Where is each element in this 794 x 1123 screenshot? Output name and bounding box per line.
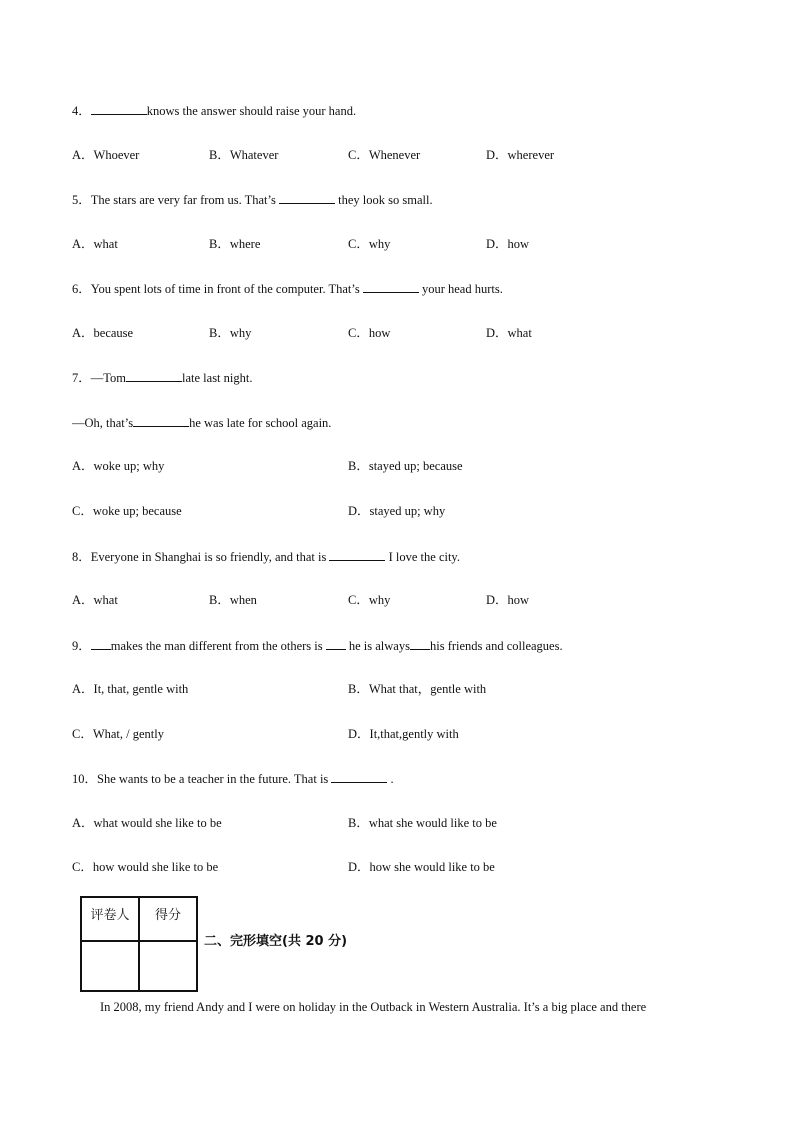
question-7-stem: 7．—Tom late last night. (72, 371, 253, 385)
answer-blank (133, 414, 189, 427)
option-d[interactable]: D．how (486, 593, 530, 607)
question-9-stem: 9． makes the man different from the others is he is always his friends and colleagues. (72, 639, 563, 653)
score-table (80, 896, 198, 992)
option-a[interactable]: A．what (72, 237, 118, 251)
option-d[interactable]: D．how she would like to be (348, 860, 495, 874)
question-7-reply: —Oh, that’s he was late for school again. (72, 416, 332, 430)
option-c[interactable]: C．woke up; because (72, 504, 182, 518)
question-6-stem: 6．You spent lots of time in front of the computer. That’s your head hurts. (72, 282, 503, 296)
option-b[interactable]: B．What that，gentle with (348, 682, 487, 696)
score-header: 得分 (139, 897, 197, 941)
option-b[interactable]: B．when (209, 593, 257, 607)
option-d[interactable]: D．what (486, 326, 532, 340)
question-10-stem: 10．She wants to be a teacher in the future. That is . (72, 772, 394, 786)
option-c[interactable]: C．why (348, 237, 391, 251)
option-a[interactable]: A．woke up; why (72, 459, 165, 473)
option-c[interactable]: C．how would she like to be (72, 860, 219, 874)
section-title: 二、完形填空(共 20 分) (204, 934, 348, 949)
answer-blank (279, 191, 335, 204)
option-a[interactable]: A．because (72, 326, 134, 340)
option-b[interactable]: B．why (209, 326, 252, 340)
answer-blank (410, 637, 430, 650)
option-d[interactable]: D．wherever (486, 148, 555, 162)
option-c[interactable]: C．how (348, 326, 391, 340)
answer-blank (329, 548, 385, 561)
option-b[interactable]: B．where (209, 237, 261, 251)
option-c[interactable]: C．What, / gently (72, 727, 164, 741)
answer-blank (91, 102, 147, 115)
grader-header: 评卷人 (81, 897, 139, 941)
option-c[interactable]: C．why (348, 593, 391, 607)
answer-blank (326, 637, 346, 650)
option-b[interactable]: B．Whatever (209, 148, 279, 162)
question-5-stem: 5．The stars are very far from us. That’s they look so small. (72, 193, 433, 207)
score-cell[interactable] (139, 941, 197, 991)
option-d[interactable]: D．stayed up; why (348, 504, 446, 518)
option-b[interactable]: B．what she would like to be (348, 816, 497, 830)
answer-blank (91, 637, 111, 650)
option-a[interactable]: A．It, that, gentle with (72, 682, 189, 696)
option-d[interactable]: D．how (486, 237, 530, 251)
answer-blank (363, 280, 419, 293)
option-b[interactable]: B．stayed up; because (348, 459, 463, 473)
option-a[interactable]: A．what (72, 593, 118, 607)
option-a[interactable]: A．what would she like to be (72, 816, 222, 830)
option-a[interactable]: A．Whoever (72, 148, 140, 162)
answer-blank (331, 770, 387, 783)
option-c[interactable]: C．Whenever (348, 148, 421, 162)
question-4-stem: 4． knows the answer should raise your hand. (72, 104, 357, 118)
option-d[interactable]: D．It,that,gently with (348, 727, 459, 741)
question-8-stem: 8．Everyone in Shanghai is so friendly, and that is I love the city. (72, 550, 460, 564)
passage-text: In 2008, my friend Andy and I were on holiday in the Outback in Western Australia. It’s a big place and there (100, 1000, 647, 1014)
answer-blank (126, 369, 182, 382)
grader-cell[interactable] (81, 941, 139, 991)
